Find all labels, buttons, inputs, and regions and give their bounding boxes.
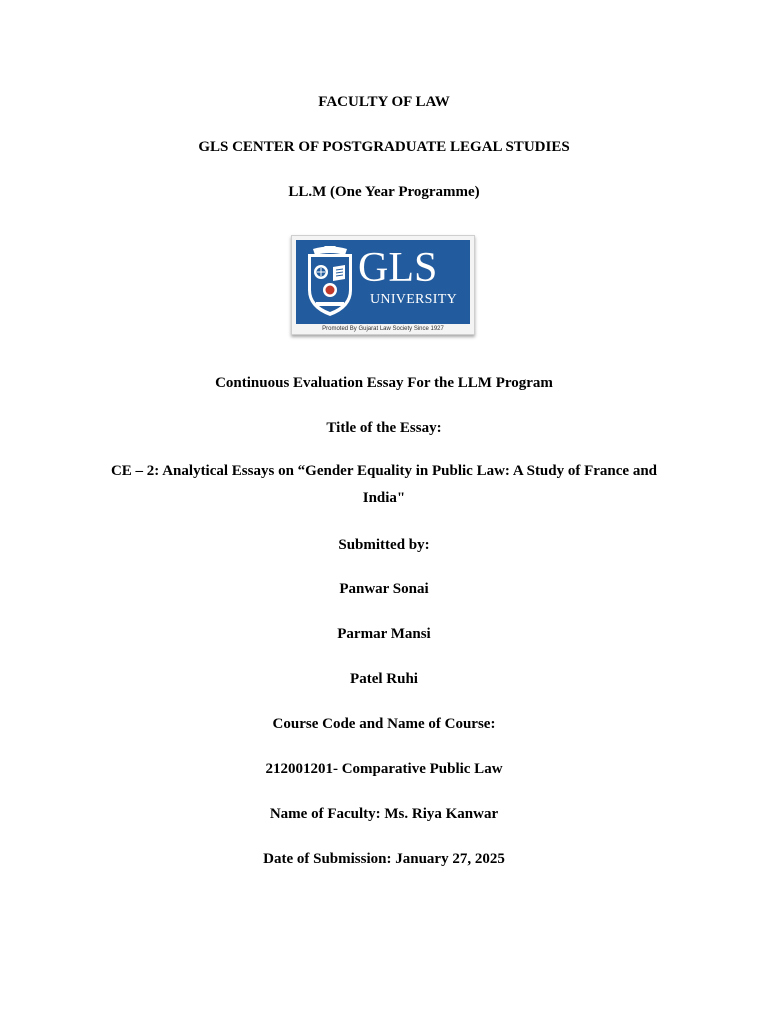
logo-subtitle: UNIVERSITY bbox=[370, 292, 457, 307]
logo-tagline: Promoted By Gujarat Law Society Since 1927 bbox=[322, 326, 444, 332]
gls-university-crest-icon bbox=[304, 244, 356, 320]
faculty-name: Name of Faculty: Ms. Riya Kanwar bbox=[269, 806, 499, 822]
essay-title-line-2: India" bbox=[362, 490, 406, 506]
author-name: Panwar Sonai bbox=[339, 581, 429, 597]
faculty-heading: FACULTY OF LAW bbox=[318, 94, 450, 110]
programme-heading: LL.M (One Year Programme) bbox=[288, 184, 480, 200]
logo-banner bbox=[296, 240, 470, 324]
course-label: Course Code and Name of Course: bbox=[272, 716, 496, 732]
author-name: Parmar Mansi bbox=[337, 626, 431, 642]
center-heading: GLS CENTER OF POSTGRADUATE LEGAL STUDIES bbox=[198, 139, 570, 155]
essay-title-line-1: CE – 2: Analytical Essays on “Gender Equality in Public Law: A Study of France and bbox=[110, 463, 658, 479]
evaluation-heading: Continuous Evaluation Essay For the LLM Program bbox=[215, 375, 553, 391]
university-logo bbox=[291, 235, 475, 335]
course-code-name: 212001201- Comparative Public Law bbox=[265, 761, 503, 777]
title-label: Title of the Essay: bbox=[326, 420, 442, 436]
logo-wordmark: GLS bbox=[358, 245, 438, 291]
submission-date: Date of Submission: January 27, 2025 bbox=[263, 851, 505, 867]
author-name: Patel Ruhi bbox=[350, 671, 418, 687]
submitted-by-label: Submitted by: bbox=[338, 537, 430, 553]
essay-title bbox=[100, 458, 668, 512]
